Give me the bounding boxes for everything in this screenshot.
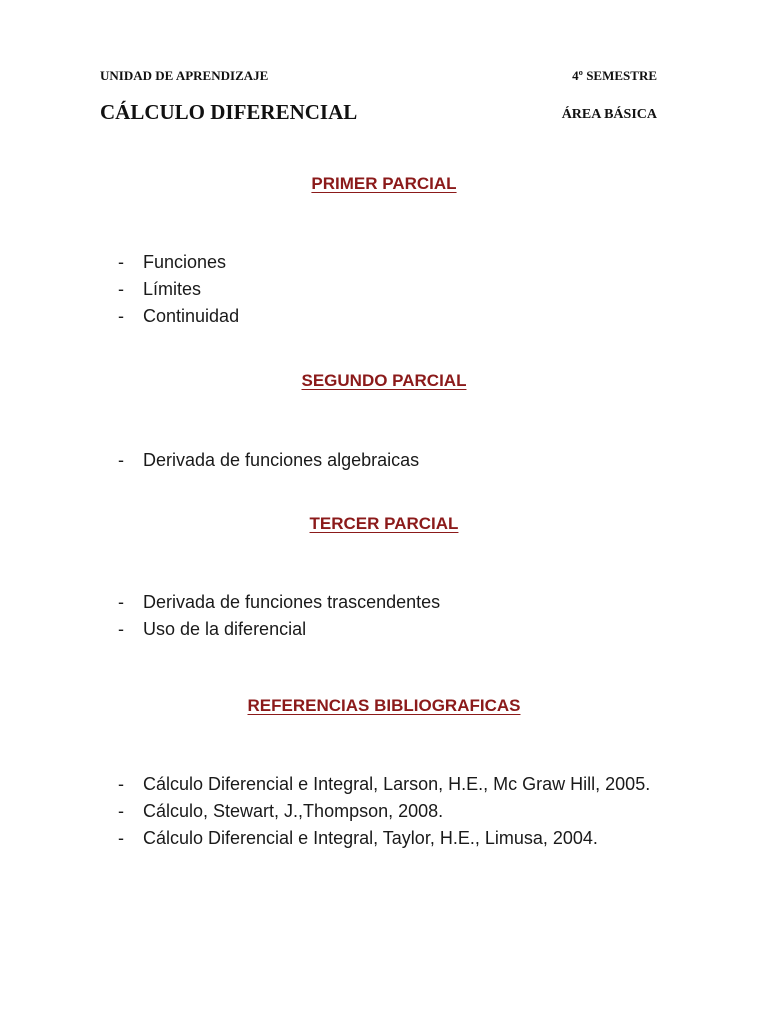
section-title-referencias: REFERENCIAS BIBLIOGRAFICAS — [247, 696, 521, 715]
topic-list-tercer-parcial — [118, 589, 658, 643]
area-label: ÁREA BÁSICA — [561, 107, 657, 122]
section-title-primer-parcial: PRIMER PARCIAL — [311, 174, 457, 193]
list-item — [118, 303, 658, 330]
list-dash: - — [118, 279, 124, 299]
list-item-text: Derivada de funciones trascendentes — [143, 592, 441, 612]
list-dash: - — [118, 592, 124, 612]
semester-label: 4º SEMESTRE — [572, 68, 657, 83]
list-item-text: Continuidad — [143, 306, 240, 326]
list-dash: - — [118, 306, 124, 326]
list-dash: - — [118, 774, 124, 794]
list-item-text: Uso de la diferencial — [143, 619, 307, 639]
topic-list-primer-parcial — [118, 249, 658, 330]
unit-label: UNIDAD DE APRENDIZAJE — [100, 68, 269, 83]
list-dash: - — [118, 252, 124, 272]
list-item-text: Cálculo Diferencial e Integral, Larson, H.E., Mc Graw Hill, 2005. — [143, 774, 651, 794]
list-item-text: Funciones — [143, 252, 227, 272]
list-item-text: Cálculo, Stewart, J.,Thompson, 2008. — [143, 801, 444, 821]
list-item-text: Cálculo Diferencial e Integral, Taylor, H.E., Limusa, 2004. — [143, 828, 598, 848]
list-item — [118, 616, 658, 643]
list-dash: - — [118, 619, 124, 639]
list-item — [118, 276, 658, 303]
course-title: CÁLCULO DIFERENCIAL — [100, 100, 358, 124]
list-dash: - — [118, 450, 124, 470]
list-item — [118, 825, 658, 852]
section-title-tercer-parcial: TERCER PARCIAL — [309, 514, 459, 533]
section-title-segundo-parcial: SEGUNDO PARCIAL — [301, 371, 467, 390]
list-item — [118, 771, 658, 798]
list-item-text: Límites — [143, 279, 202, 299]
list-item — [118, 447, 658, 474]
list-item — [118, 798, 658, 825]
list-dash: - — [118, 801, 124, 821]
list-item — [118, 249, 658, 276]
list-dash: - — [118, 828, 124, 848]
topic-list-segundo-parcial — [118, 447, 658, 474]
reference-list — [118, 771, 658, 852]
list-item-text: Derivada de funciones algebraicas — [143, 450, 420, 470]
list-item — [118, 589, 658, 616]
